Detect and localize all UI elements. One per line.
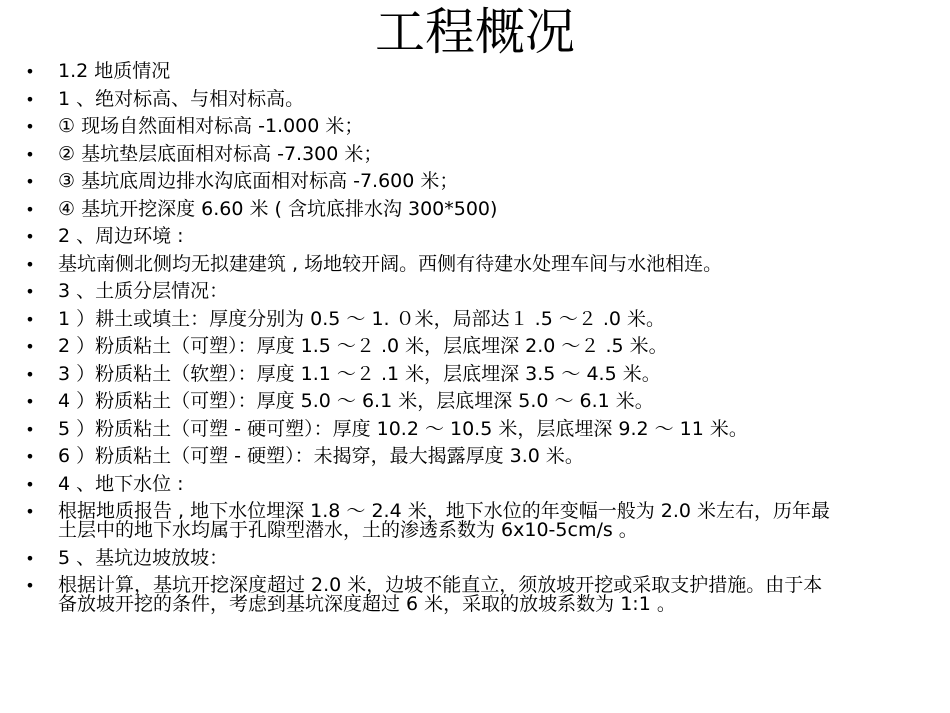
list-item <box>0 113 950 141</box>
bullet-dot-icon: • <box>25 392 35 411</box>
bullet-dot-icon: • <box>25 576 35 595</box>
list-item <box>0 471 950 499</box>
soil-layer-item: 2 ）粉质粘土（可塑）：厚度 1.5 ～２ .0 米，层底埋深 2.0 ～２ .5 米。 <box>58 335 668 357</box>
surroundings-text: 基坑南侧北侧均无拟建建筑 , 场地较开阔。西侧有待建水处理车间与水池相连。 <box>58 252 723 275</box>
elevation-item: ③ 基坑底周边排水沟底面相对标高 -7.600 米； <box>58 170 459 192</box>
bullet-dot-icon: • <box>25 117 35 136</box>
list-item <box>0 58 950 86</box>
bullet-dot-icon: • <box>25 172 35 191</box>
bullet-dot-icon: • <box>25 337 35 356</box>
bullet-dot-icon: • <box>25 227 35 246</box>
bullet-dot-icon: • <box>25 89 35 109</box>
subheading-groundwater: 4 、地下水位 : <box>58 472 184 495</box>
list-item <box>0 416 950 444</box>
section-heading-geology: 1.2 地质情况 <box>58 60 171 82</box>
soil-layer-item: 6 ）粉质粘土（可塑 - 硬塑）：未揭穿，最大揭露厚度 3.0 米。 <box>58 445 584 467</box>
bullet-list <box>0 58 950 619</box>
bullet-dot-icon: • <box>25 419 35 439</box>
soil-layer-item: 4 ）粉质粘土（可塑）：厚度 5.0 ～ 6.1 米，层底埋深 5.0 ～ 6.1 米。 <box>58 390 654 412</box>
elevation-item: ② 基坑垫层底面相对标高 -7.300 米； <box>58 142 383 165</box>
bullet-dot-icon: • <box>25 548 35 568</box>
subheading-slope: 5 、基坑边坡放坡： <box>58 546 229 569</box>
list-item <box>0 498 950 545</box>
list-item <box>0 223 950 251</box>
list-item <box>0 251 950 279</box>
list-item <box>0 196 950 224</box>
soil-layer-item: 3 ）粉质粘土（软塑）：厚度 1.1 ～２ .1 米，层底埋深 3.5 ～ 4.5 米。 <box>58 362 661 385</box>
bullet-dot-icon: • <box>25 144 35 164</box>
list-item <box>0 141 950 169</box>
bullet-dot-icon: • <box>25 199 35 219</box>
list-item <box>0 278 950 306</box>
list-item <box>0 572 950 619</box>
bullet-dot-icon: • <box>25 364 35 384</box>
slope-text-line-2: 备放坡开挖的条件，考虑到基坑深度超过 6 米，采取的放坡系数为 1:1 。 <box>58 593 676 615</box>
bullet-dot-icon: • <box>25 254 35 274</box>
list-item <box>0 168 950 196</box>
elevation-item: ④ 基坑开挖深度 6.60 米 ( 含坑底排水沟 300*500) <box>58 197 498 220</box>
list-item <box>0 306 950 334</box>
slide-title: 工程概况 <box>375 3 575 61</box>
soil-layer-item: 5 ）粉质粘土（可塑 - 硬可塑）：厚度 10.2 ～ 10.5 米，层底埋深 9.2 ～ 11 米。 <box>58 417 748 440</box>
list-item <box>0 388 950 416</box>
groundwater-text-line-2: 土层中的地下水均属于孔隙型潜水，土的渗透系数为 6x10-5cm/s 。 <box>58 519 638 541</box>
list-item <box>0 443 950 471</box>
bullet-dot-icon: • <box>25 447 35 466</box>
bullet-dot-icon: • <box>25 62 35 81</box>
slope-text-line-1: 根据计算，基坑开挖深度超过 2.0 米，边坡不能直立，须放坡开挖或采取支护措施。由于本 <box>58 574 823 596</box>
list-item <box>0 545 950 573</box>
groundwater-text-line-1: 根据地质报告 , 地下水位埋深 1.8 ～ 2.4 米，地下水位的年变幅一般为 2.0 米左右，历年最 <box>58 500 831 522</box>
bullet-dot-icon: • <box>25 474 35 494</box>
bullet-dot-icon: • <box>25 282 35 301</box>
bullet-dot-icon: • <box>25 502 35 521</box>
subheading-soil-layers: 3 、土质分层情况： <box>58 280 229 302</box>
list-item <box>0 333 950 361</box>
elevation-item: ① 现场自然面相对标高 -1.000 米； <box>58 115 364 137</box>
bullet-dot-icon: • <box>25 309 35 329</box>
slope-text <box>58 576 950 614</box>
groundwater-text <box>58 502 950 540</box>
subheading-elevation: 1 、绝对标高、与相对标高。 <box>58 87 305 110</box>
list-item <box>0 86 950 114</box>
list-item <box>0 361 950 389</box>
soil-layer-item: 1 ）耕土或填土：厚度分别为 0.5 ～ 1. ０米，局部达１ .5 ～２ .0 米。 <box>58 307 666 330</box>
subheading-surroundings: 2 、周边环境 : <box>58 225 184 247</box>
